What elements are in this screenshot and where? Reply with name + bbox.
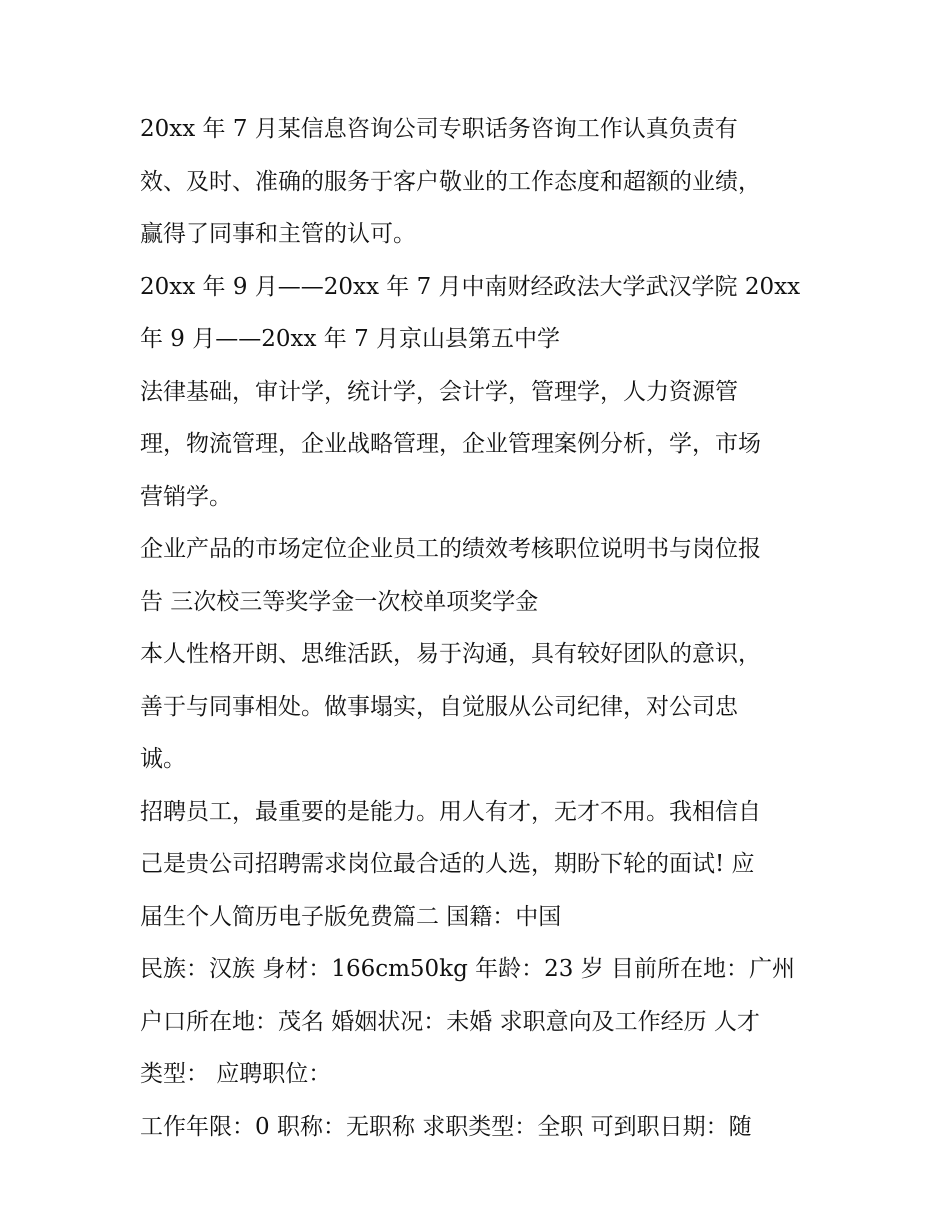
- text-line: 赢得了同事和主管的认可。: [140, 221, 416, 247]
- text-line: 法律基础，审计学，统计学，会计学，管理学，人力资源管: [140, 378, 738, 405]
- text-line: 己是贵公司招聘需求岗位最合适的人选，期盼下轮的面试! 应: [140, 851, 755, 877]
- text-line: 20xx 年 9 月——20xx 年 7 月中南财经政法大学武汉学院 20xx: [140, 273, 801, 300]
- document-body: [140, 103, 830, 1153]
- text-line: 届生个人简历电子版免费篇二 国籍：中国: [140, 903, 562, 930]
- text-line: 效、及时、准确的服务于客户敬业的工作态度和超额的业绩，: [140, 168, 761, 195]
- text-line: 户口所在地：茂名 婚姻状况：未婚 求职意向及工作经历 人才: [140, 1008, 760, 1035]
- text-line: 诚。: [140, 746, 186, 772]
- text-line: 年 9 月——20xx 年 7 月京山县第五中学: [140, 326, 561, 352]
- text-line: 招聘员工，最重要的是能力。用人有才，无才不用。我相信自: [140, 798, 761, 825]
- text-line: 告 三次校三等奖学金一次校单项奖学金: [140, 588, 539, 615]
- text-line: 民族：汉族 身材：166cm50kg 年龄：23 岁 目前所在地：广州: [140, 956, 796, 982]
- text-line: 类型： 应聘职位：: [140, 1061, 332, 1087]
- text-line: 企业产品的市场定位企业员工的绩效考核职位说明书与岗位报: [140, 536, 761, 562]
- text-line: 20xx 年 7 月某信息咨询公司专职话务咨询工作认真负责有: [140, 116, 738, 142]
- text-line: 本人性格开朗、思维活跃，易于沟通，具有较好团队的意识，: [140, 641, 761, 667]
- text-line: 善于与同事相处。做事塌实，自觉服从公司纪律，对公司忠: [140, 693, 738, 720]
- text-line: 营销学。: [140, 483, 232, 510]
- text-line: 工作年限：0 职称：无职称 求职类型：全职 可到职日期：随: [140, 1113, 752, 1140]
- text-line: 理，物流管理，企业战略管理，企业管理案例分析，学，市场: [140, 431, 761, 457]
